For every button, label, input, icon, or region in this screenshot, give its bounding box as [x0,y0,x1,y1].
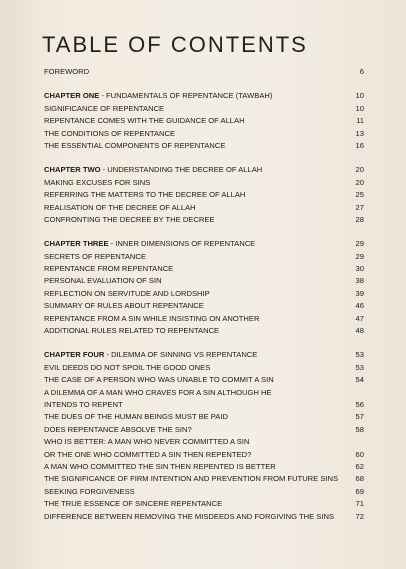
entry-page-number: 28 [355,214,364,224]
chapter-heading [44,90,364,102]
entry-page-number: 54 [355,375,364,385]
chapter-heading [44,349,364,361]
toc-entry [44,362,364,374]
chapter-section [44,90,364,152]
chapter-heading-text [44,90,272,102]
entry-page-number: 29 [355,251,364,261]
entry-text: THE SIGNIFICANCE OF FIRM INTENTION AND PREVENTION FROM FUTURE SINS [44,474,339,484]
toc-entry [44,128,364,140]
entry-page-number: 39 [355,288,364,298]
entry-page-number: 69 [355,486,364,496]
entry-text: THE CONDITIONS OF REPENTANCE [44,128,176,138]
entry-text: REPENTANCE FROM A SIN WHILE INSISTING ON ANOTHER [44,313,260,323]
toc-entry [44,214,364,226]
chapter-heading-text [44,349,257,361]
table-of-contents [44,66,364,523]
toc-entry [44,424,364,436]
toc-entry [44,461,364,473]
chapter-page-number: 10 [355,91,364,101]
page-title: TABLE OF CONTENTS [42,32,308,57]
toc-entry [44,387,364,399]
entry-text: FOREWORD [44,67,90,76]
entry-text: INTENDS TO REPENT [44,399,123,409]
toc-entry [44,103,364,115]
entry-page-number: 30 [355,264,364,274]
entry-text: CONFRONTING THE DECREE BY THE DECREE [44,214,215,224]
entry-text: MAKING EXCUSES FOR SINS [44,177,151,187]
entry-page-number: 25 [355,190,364,200]
entry-page-number: 58 [355,424,364,434]
chapter-label: CHAPTER FOUR [44,350,105,360]
entry-text: THE CASE OF A PERSON WHO WAS UNABLE TO COMMIT A SIN [44,375,274,385]
entry-text: DIFFERENCE BETWEEN REMOVING THE MISDEEDS AND FORGIVING THE SINS [44,511,335,521]
toc-entry [44,177,364,189]
entry-text: ADDITIONAL RULES RELATED TO REPENTANCE [44,326,220,336]
entry-page-number: 46 [355,301,364,311]
entry-text: A MAN WHO COMMITTED THE SIN THEN REPENTED IS BETTER [44,461,276,471]
toc-entry [44,449,364,461]
chapter-heading [44,238,364,250]
toc-entry [44,275,364,287]
entry-text: DOES REPENTANCE ABSOLVE THE SIN? [44,424,192,434]
toc-entry [44,251,364,263]
entry-page-number: 38 [355,276,364,286]
toc-entry [44,473,364,485]
entry-page-number: 71 [355,499,364,509]
chapter-page-number: 53 [355,350,364,360]
entry-text: PERSONAL EVALUATION OF SIN [44,276,162,286]
toc-entry [44,325,364,337]
chapter-list [44,90,364,523]
toc-entry-foreword [44,66,364,78]
entry-text: REALISATION OF THE DECREE OF ALLAH [44,202,196,212]
chapter-subtitle: - FUNDAMENTALS OF REPENTANCE (TAWBAH) [99,91,273,101]
chapter-heading-text [44,238,255,250]
chapter-label: CHAPTER ONE [44,91,100,101]
entry-page-number: 48 [355,326,364,336]
toc-entry [44,300,364,312]
entry-page-number: 62 [355,461,364,471]
entry-text: EVIL DEEDS DO NOT SPOIL THE GOOD ONES [44,362,211,372]
chapter-heading [44,164,364,176]
chapter-section [44,164,364,226]
chapter-label: CHAPTER TWO [44,165,101,175]
chapter-subtitle: - UNDERSTANDING THE DECREE OF ALLAH [100,165,263,175]
entry-text: OR THE ONE WHO COMMITTED A SIN THEN REPENTED? [44,449,252,459]
toc-entry [44,288,364,300]
chapter-section [44,349,364,522]
entry-page-number: 6 [359,67,364,76]
entry-text: REPENTANCE COMES WITH THE GUIDANCE OF ALLAH [44,116,245,126]
entry-page-number: 57 [355,412,364,422]
chapter-page-number: 20 [355,165,364,175]
entry-text: REFERRING THE MATTERS TO THE DECREE OF ALLAH [44,190,246,200]
entry-text: THE ESSENTIAL COMPONENTS OF REPENTANCE [44,140,226,150]
entry-page-number: 27 [355,202,364,212]
toc-entry [44,374,364,386]
toc-entry [44,313,364,325]
toc-entry [44,263,364,275]
toc-entry [44,411,364,423]
entry-page-number: 56 [355,399,364,409]
toc-entry [44,511,364,523]
entry-text: SUMMARY OF RULES ABOUT REPENTANCE [44,301,204,311]
entry-text: SIGNIFICANCE OF REPENTANCE [44,103,165,113]
entry-text: THE DUES OF THE HUMAN BEINGS MUST BE PAID [44,412,228,422]
chapter-subtitle: - DILEMMA OF SINNING VS REPENTANCE [104,350,258,360]
entry-page-number: 11 [356,116,364,126]
entry-page-number: 47 [355,313,364,323]
entry-page-number: 10 [355,103,364,113]
entry-text: SECRETS OF REPENTANCE [44,251,146,261]
toc-entry [44,115,364,127]
chapter-subtitle: - INNER DIMENSIONS OF REPENTANCE [108,239,256,249]
toc-entry [44,399,364,411]
chapter-heading-text [44,164,262,176]
entry-page-number: 16 [355,140,364,150]
entry-text: REPENTANCE FROM REPENTANCE [44,264,174,274]
toc-entry [44,202,364,214]
toc-entry [44,140,364,152]
entry-text: SEEKING FORGIVENESS [44,486,135,496]
entry-page-number: 68 [355,474,364,484]
entry-text: REFLECTION ON SERVITUDE AND LORDSHIP [44,288,210,298]
entry-text: A DILEMMA OF A MAN WHO CRAVES FOR A SIN ALTHOUGH HE [44,387,272,397]
chapter-label: CHAPTER THREE [44,239,109,249]
chapter-page-number: 29 [355,239,364,249]
toc-entry [44,189,364,201]
toc-entry [44,436,364,448]
toc-entry [44,498,364,510]
entry-text: THE TRUE ESSENCE OF SINCERE REPENTANCE [44,499,223,509]
toc-entry [44,486,364,498]
entry-page-number: 60 [355,449,364,459]
entry-page-number: 72 [355,511,364,521]
entry-text: WHO IS BETTER: A MAN WHO NEVER COMMITTED A SIN [44,437,250,447]
entry-page-number: 13 [355,128,364,138]
entry-page-number: 20 [355,177,364,187]
entry-page-number: 53 [355,362,364,372]
chapter-section [44,238,364,337]
